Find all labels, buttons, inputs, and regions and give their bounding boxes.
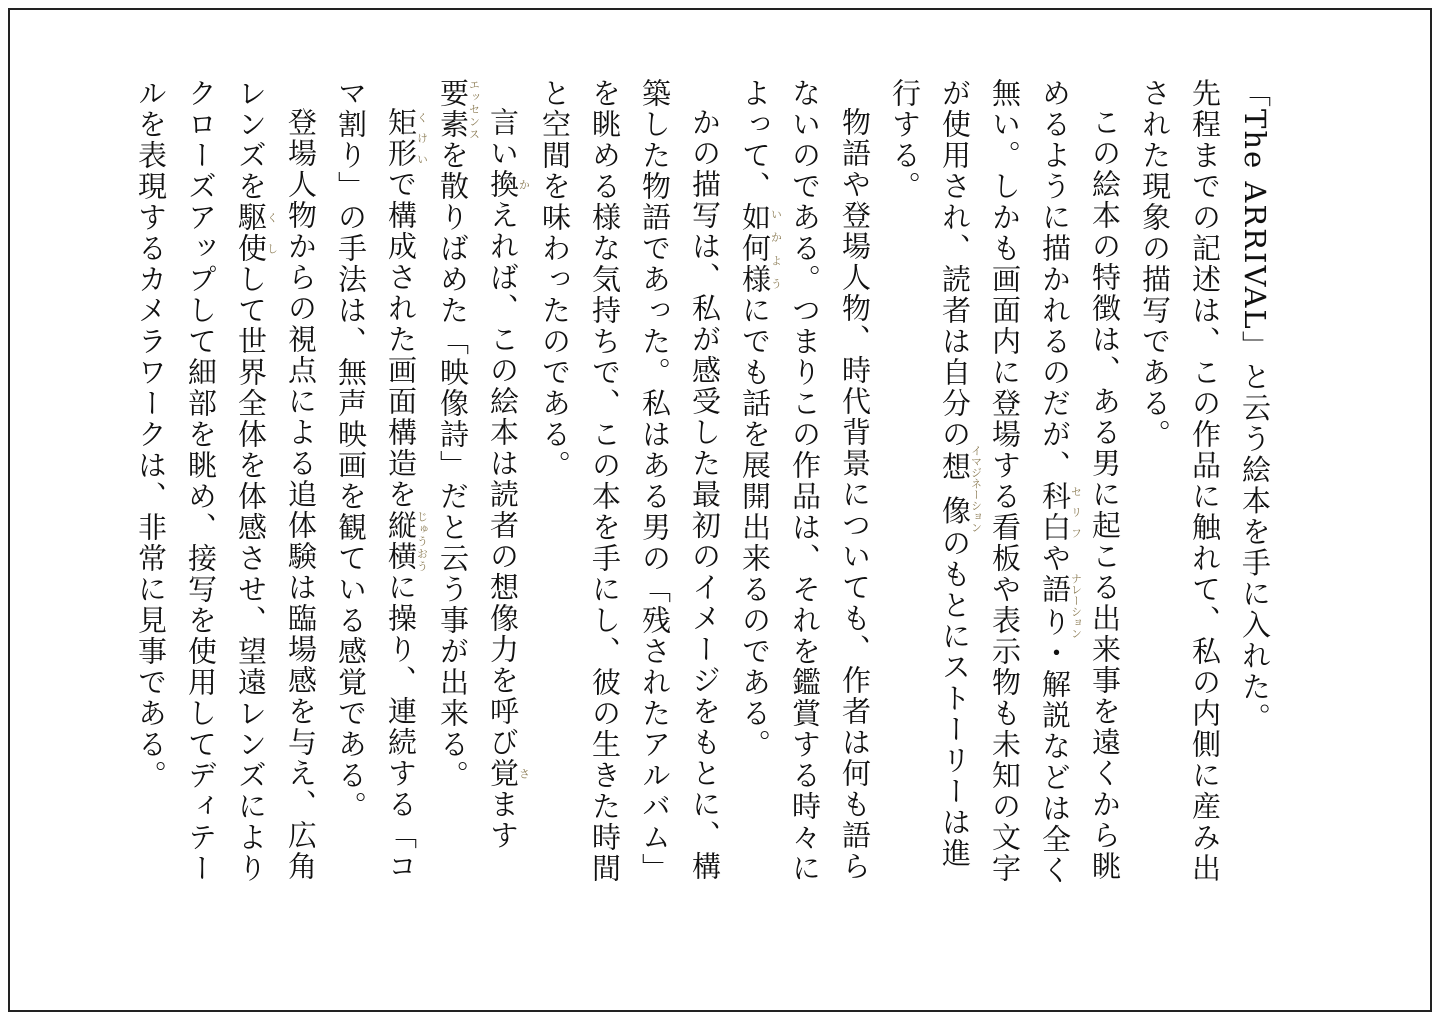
text-run: ・解説などは全く無い。しかも画面内に登場する看板や表示物も未知の文字が使用され、読者は自分の	[938, 78, 1072, 886]
ruby-reading-text: いかよう	[769, 202, 783, 295]
ruby-annotation	[384, 510, 429, 572]
ruby-base-text: 語り	[1038, 573, 1072, 639]
ruby-base-text: 使	[234, 233, 268, 264]
text-run: にでも話を展開出来るのである。	[738, 295, 772, 760]
ruby-base-text: 駆	[234, 202, 268, 233]
ruby-base-text: 覚	[486, 758, 520, 789]
text-run: 言い	[486, 107, 520, 169]
ruby-annotation	[486, 758, 531, 789]
ruby-reading-text: じゅうおう	[415, 510, 429, 572]
text-run: ます	[486, 789, 520, 851]
paragraph	[1230, 78, 1280, 898]
ruby-base-text: 想像	[938, 445, 972, 533]
ruby-annotation	[1038, 573, 1083, 639]
ruby-reading-text: し	[265, 233, 279, 264]
text-run: で構成された画面構造を	[384, 169, 418, 510]
paragraph	[880, 78, 1130, 898]
text-run: を散りばめた「映像詩」だと云う事が出来る。	[436, 140, 470, 791]
text-run: 先程までの記述は、この作品に触れて、私の内側に産み出された現象の描写である。	[1138, 78, 1222, 884]
paragraph	[730, 78, 880, 898]
paragraph	[326, 78, 428, 898]
text-run: この絵本の特徴は、ある男に起こる出来事を遠くから眺めるように描かれるのだが、	[1038, 78, 1122, 882]
ruby-reading-text: セリフ	[1069, 481, 1083, 543]
text-run: 「The ARRIVAL」と云う絵本を手に入れた。	[1238, 78, 1272, 734]
paragraph	[1130, 78, 1230, 898]
ruby-base-text: 科白	[1038, 481, 1072, 543]
vertical-text-body	[134, 78, 1280, 898]
ruby-annotation	[234, 202, 279, 233]
ruby-reading-text: か	[517, 169, 531, 200]
ruby-base-text: 如何様	[738, 202, 772, 295]
ruby-annotation	[486, 169, 531, 200]
text-run: 登場人物からの視点による追体験は臨場感を与え、広角レンズを	[234, 78, 318, 882]
text-run: のもとにストーリーは進行する。	[888, 78, 972, 869]
ruby-base-text: 縦横	[384, 510, 418, 572]
ruby-base-text: 要素	[436, 78, 470, 140]
ruby-reading-text: イマジネーション	[969, 445, 983, 533]
ruby-annotation	[384, 107, 429, 169]
ruby-annotation	[436, 78, 481, 140]
ruby-base-text: 矩形	[384, 107, 418, 169]
text-run: に操り、連続する「コマ割り」の手法は、無声映画を観ている感覚である。	[334, 78, 418, 882]
paragraph	[530, 78, 730, 898]
ruby-reading-text: くけい	[415, 107, 429, 169]
paragraph	[428, 78, 530, 898]
text-run: や	[1038, 543, 1072, 574]
ruby-reading-text: く	[265, 202, 279, 233]
ruby-annotation	[738, 202, 783, 295]
ruby-base-text: 換	[486, 169, 520, 200]
ruby-reading-text: エッセンス	[467, 78, 481, 140]
text-run: 物語や登場人物、時代背景についても、作者は何も語らないのである。つまりこの作品は、それを鑑賞する時々によって、	[738, 78, 872, 884]
text-run: えれば、この絵本は読者の想像力を呼び	[486, 200, 520, 758]
ruby-reading-text: さ	[517, 758, 531, 789]
ruby-annotation	[234, 233, 279, 264]
paragraph	[126, 78, 326, 898]
text-run: して世界全体を体感させ、望遠レンズによりクローズアップして細部を眺め、接写を使用してディテールを表現するカメラワークは、非常に見事である。	[134, 78, 268, 884]
ruby-reading-text: ナレーション	[1069, 573, 1083, 639]
ruby-annotation	[1038, 481, 1083, 543]
text-run: かの描写は、私が感受した最初のイメージをもとに、構築した物語であった。私はある男の「残されたアルバム」を眺める様な気持ちで、この本を手にし、彼の生きた時間と空間を味わったのである。	[538, 78, 722, 884]
ruby-annotation	[938, 445, 983, 533]
